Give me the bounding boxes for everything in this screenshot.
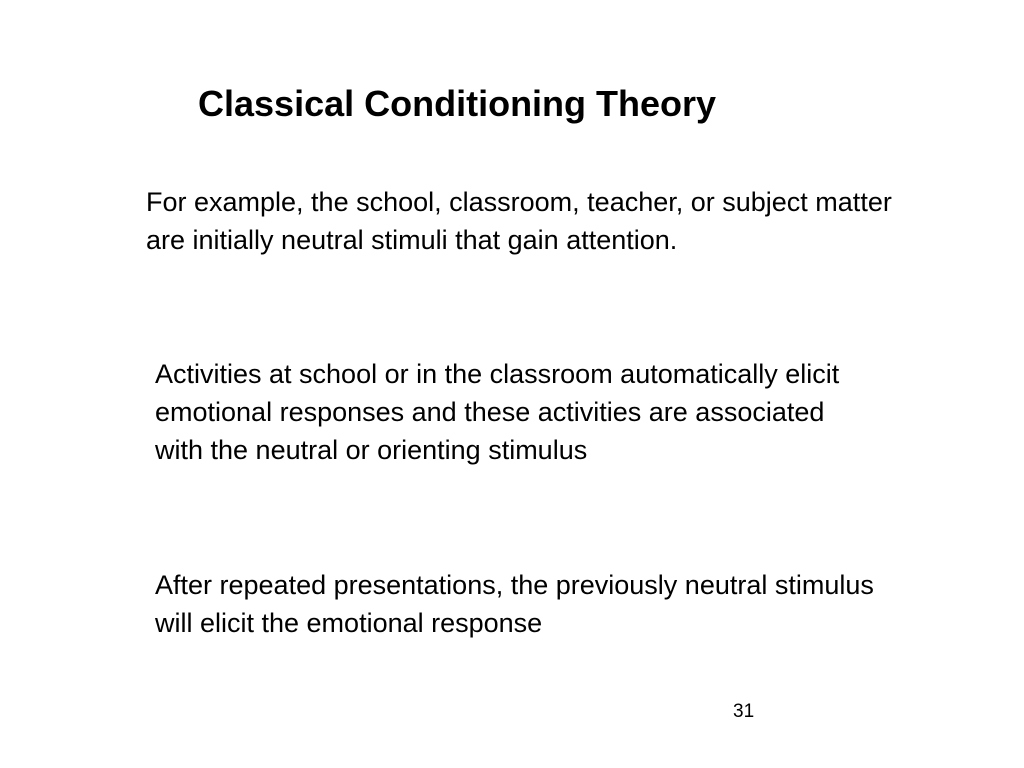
page-number: 31 [733,701,755,722]
slide-title: Classical Conditioning Theory [198,83,717,124]
paragraph-example: For example, the school, classroom, teacher, or subject matter are initially neutral stimuli that gain attention. [146,187,892,255]
paragraph-repeated-presentations: After repeated presentations, the previously neutral stimulus will elicit the emotional response [155,570,874,638]
paragraph-activities: Activities at school or in the classroom automatically elicit emotional responses and these activities are associated with the neutral or orienting stimulus [155,359,840,465]
